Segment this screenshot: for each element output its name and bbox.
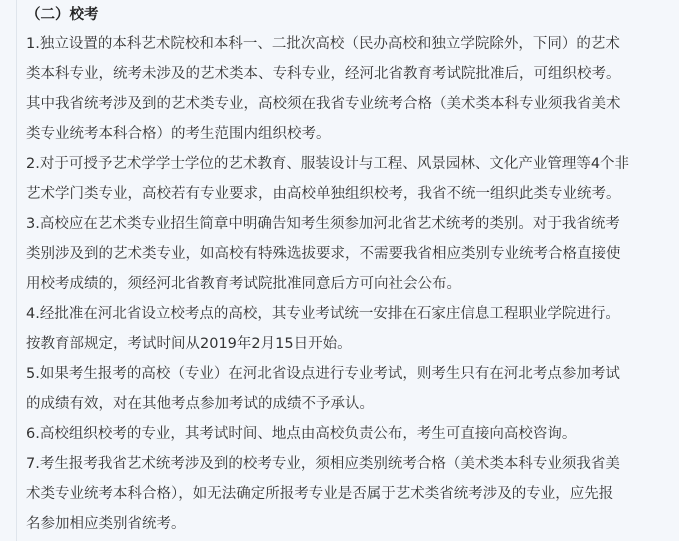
section-content bbox=[26, 2, 674, 539]
paragraph-list bbox=[26, 29, 674, 539]
paragraph-line: 2.对于可授予艺术学学士学位的艺术教育、服装设计与工程、风景园林、文化产业管理等4个非 bbox=[26, 156, 630, 172]
paragraph-line: 7.考生报考我省艺术统考涉及到的校考专业，须相应类别统考合格（美术类本科专业须我省美 bbox=[26, 456, 620, 472]
left-border-rule bbox=[16, 0, 17, 541]
paragraph-line: 类别涉及到的艺术类专业，如高校有特殊选拔要求，不需要我省相应类别专业统考合格直接使 bbox=[26, 246, 621, 262]
paragraph-line: 艺术学门类专业，高校若有专业要求，由高校单独组织校考，我省不统一组织此类专业统考。 bbox=[26, 186, 621, 202]
paragraph-item-7 bbox=[26, 449, 674, 539]
paragraph-item-5 bbox=[26, 359, 674, 419]
paragraph-item-1 bbox=[26, 29, 674, 149]
paragraph-line: 5.如果考生报考的高校（专业）在河北省设点进行专业考试，则考生只有在河北考点参加考试 bbox=[26, 366, 620, 382]
paragraph-line: 用校考成绩的，须经河北省教育考试院批准同意后方可向社会公布。 bbox=[26, 276, 461, 292]
paragraph-item-3 bbox=[26, 209, 674, 299]
paragraph-line: 类专业统考本科合格）的考生范围内组织校考。 bbox=[26, 126, 331, 142]
paragraph-line: 6.高校组织校考的专业，其考试时间、地点由高校负责公布，考生可直接向高校咨询。 bbox=[26, 426, 577, 442]
paragraph-line: 4.经批准在河北省设立校考点的高校，其专业考试统一安排在石家庄信息工程职业学院进行。 bbox=[26, 306, 620, 322]
paragraph-line: 其中我省统考涉及到的艺术类专业，高校须在我省专业统考合格（美术类本科专业须我省美术 bbox=[26, 96, 621, 112]
paragraph-item-2 bbox=[26, 149, 674, 209]
paragraph-item-6 bbox=[26, 419, 674, 449]
paragraph-line: 类本科专业，统考未涉及的艺术类本、专科专业，经河北省教育考试院批准后，可组织校考。 bbox=[26, 66, 621, 82]
paragraph-line: 按教育部规定，考试时间从2019年2月15日开始。 bbox=[26, 336, 352, 352]
paragraph-line: 1.独立设置的本科艺术院校和本科一、二批次高校（民办高校和独立学院除外，下同）的艺术 bbox=[26, 36, 620, 52]
paragraph-line: 术类专业统考本科合格），如无法确定所报考专业是否属于艺术类省统考涉及的专业，应先报 bbox=[26, 486, 614, 502]
paragraph-line: 3.高校应在艺术类专业招生简章中明确告知考生须参加河北省艺术统考的类别。对于我省统考 bbox=[26, 216, 620, 232]
paragraph-line: 名参加相应类别省统考。 bbox=[26, 516, 186, 532]
section-heading: （二）校考 bbox=[26, 7, 99, 23]
paragraph-line: 的成绩有效，对在其他考点参加考试的成绩不予承认。 bbox=[26, 396, 374, 412]
paragraph-item-4 bbox=[26, 299, 674, 359]
